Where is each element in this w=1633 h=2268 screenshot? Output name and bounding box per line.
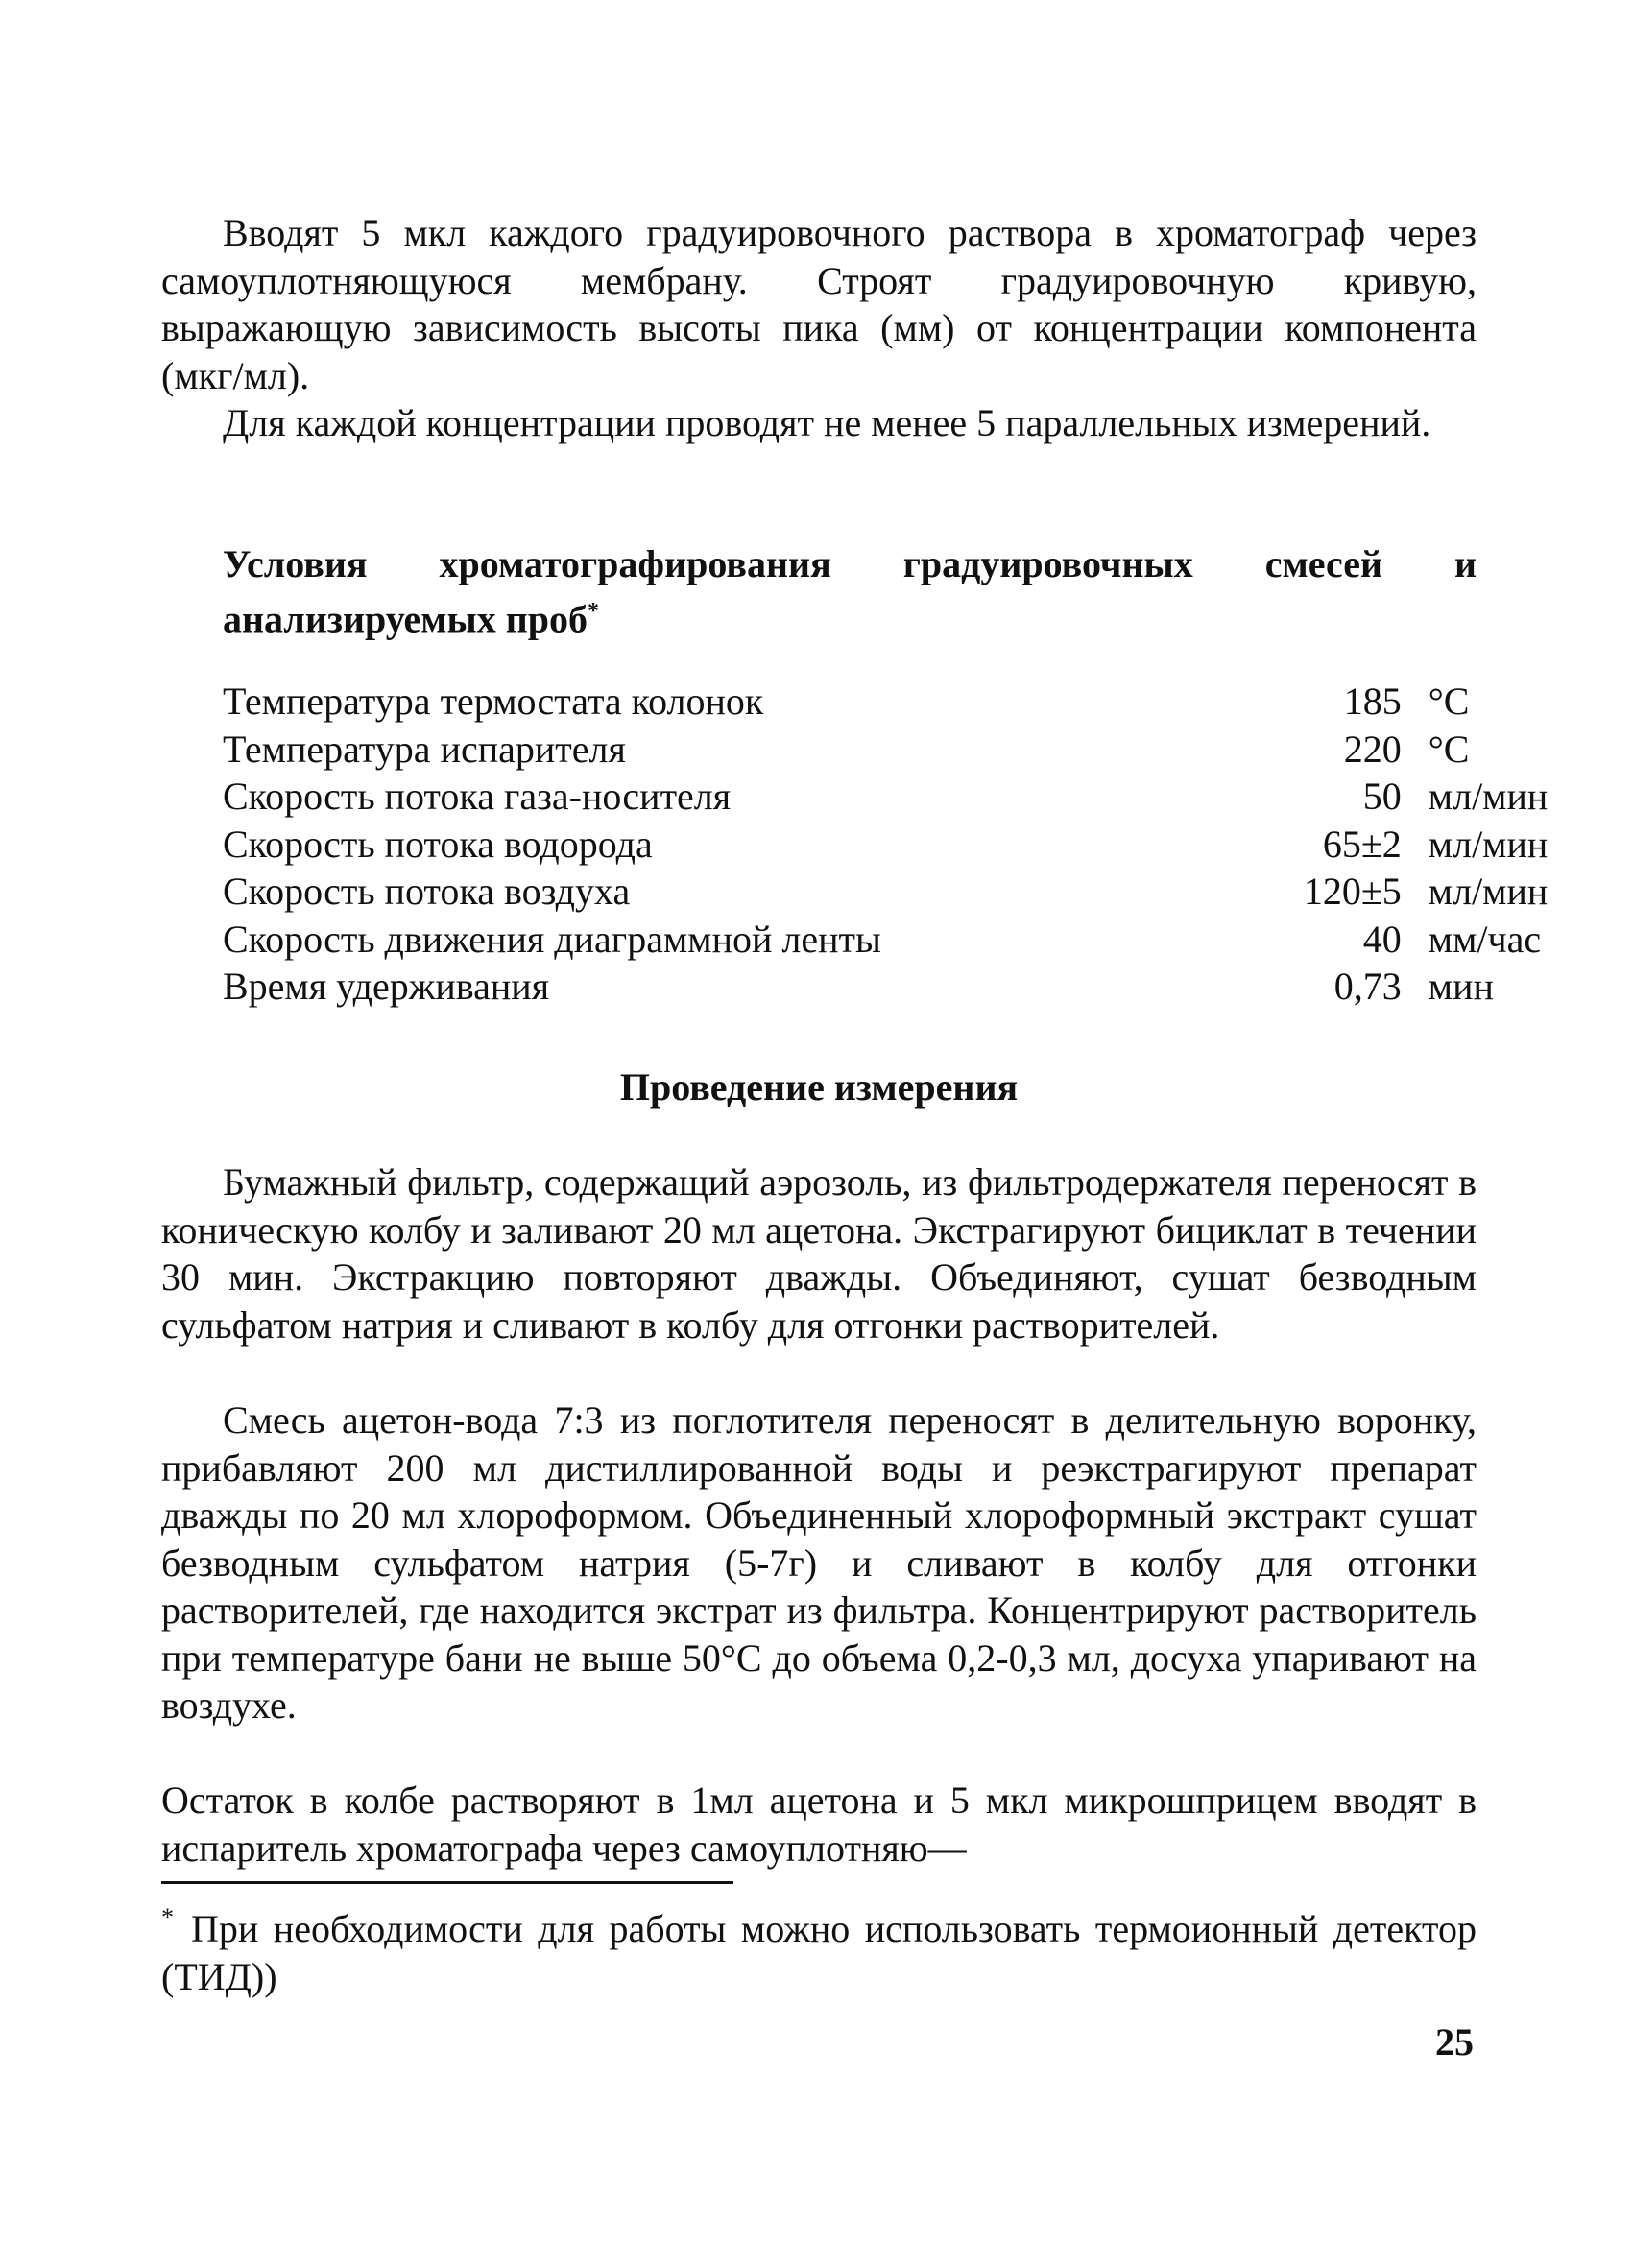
page-number: 25 xyxy=(1435,2020,1474,2064)
table-row xyxy=(223,726,1633,774)
condition-value: 120±5 xyxy=(1303,870,1402,913)
condition-unit: мл/мин xyxy=(1428,870,1549,913)
condition-label: Время удерживания xyxy=(223,965,550,1008)
condition-value: 0,73 xyxy=(1333,965,1402,1008)
condition-unit: мл/мин xyxy=(1428,775,1549,818)
table-row xyxy=(223,868,1633,916)
condition-label: Скорость потока газа-носителя xyxy=(223,775,732,818)
condition-unit: мм/час xyxy=(1428,917,1542,961)
condition-label: Температура термостата колонок xyxy=(223,680,764,723)
condition-label: Скорость потока водорода xyxy=(223,822,653,866)
footnote-divider xyxy=(161,1881,733,1884)
footnote xyxy=(161,1905,1477,2000)
condition-label: Скорость движения диаграммной ленты xyxy=(223,917,881,961)
conditions-heading-text: Условия хроматографирования градуировочных смесей и анализируемых проб xyxy=(223,542,1477,640)
intro-paragraph-1: Вводят 5 мкл каждого градуировочного раствора в хроматограф через самоуплотняющуюся мембрану. Строят градуировочную кривую, выражающую зависимость высоты пика (мм) от концентрации компонента (мкг/мл). xyxy=(161,211,1477,397)
table-row xyxy=(223,916,1633,964)
condition-value: 220 xyxy=(1343,727,1402,771)
measurement-paragraph-1: Бумажный фильтр, содержащий аэрозоль, из фильтродержателя переносят в коническую колбу и заливают 20 мл ацетона. Экстрагируют бициклат в течении 30 мин. Экстракцию повторяют дважды. Объединяют, сушат безводным сульфатом натрия и сливают в колбу для отгонки растворителей. xyxy=(161,1160,1477,1347)
table-row xyxy=(223,773,1633,821)
footnote-text: При необходимости для работы можно использовать термоионный детектор (ТИД)) xyxy=(161,1907,1477,1998)
conditions-heading-footnote-mark: * xyxy=(588,598,600,624)
table-row xyxy=(223,678,1633,726)
condition-label: Скорость потока воздуха xyxy=(223,870,631,913)
condition-value: 65±2 xyxy=(1322,822,1402,866)
condition-value: 40 xyxy=(1362,917,1402,961)
condition-label: Температура испарителя xyxy=(223,727,626,771)
intro-paragraph-2: Для каждой концентрации проводят не менее 5 параллельных измерений. xyxy=(223,401,1431,444)
condition-value: 50 xyxy=(1362,775,1402,818)
measurement-section-title: Проведение измерения xyxy=(619,1065,1019,1109)
condition-value: 185 xyxy=(1343,680,1402,723)
condition-unit: °C xyxy=(1428,680,1470,723)
table-row xyxy=(223,821,1633,869)
measurement-paragraph-2: Смесь ацетон-вода 7:3 из поглотителя переносят в делительную воронку, прибавляют 200 мл дистиллированной воды и реэкстрагируют препарат дважды по 20 мл хлороформом. Объединенный хлороформный экстракт сушат безводным сульфатом натрия (5-7г) и сливают в колбу для отгонки растворителей, где находится экстрат из фильтра. Концентрируют растворитель при температуре бани не выше 50°С до объема 0,2-0,3 мл, досуха упаривают на воздухе. xyxy=(161,1398,1477,1727)
condition-unit: мл/мин xyxy=(1428,822,1549,866)
condition-unit: мин xyxy=(1428,965,1494,1008)
conditions-table xyxy=(223,678,1633,1011)
table-row xyxy=(223,963,1633,1011)
condition-unit: °C xyxy=(1428,727,1470,771)
footnote-mark: * xyxy=(161,1903,174,1931)
conditions-heading xyxy=(223,540,1477,642)
measurement-paragraph-3: Остаток в колбе растворяют в 1мл ацетона и 5 мкл микрошприцем вводят в испаритель хроматографа через самоуплотняю— xyxy=(161,1779,1477,1870)
